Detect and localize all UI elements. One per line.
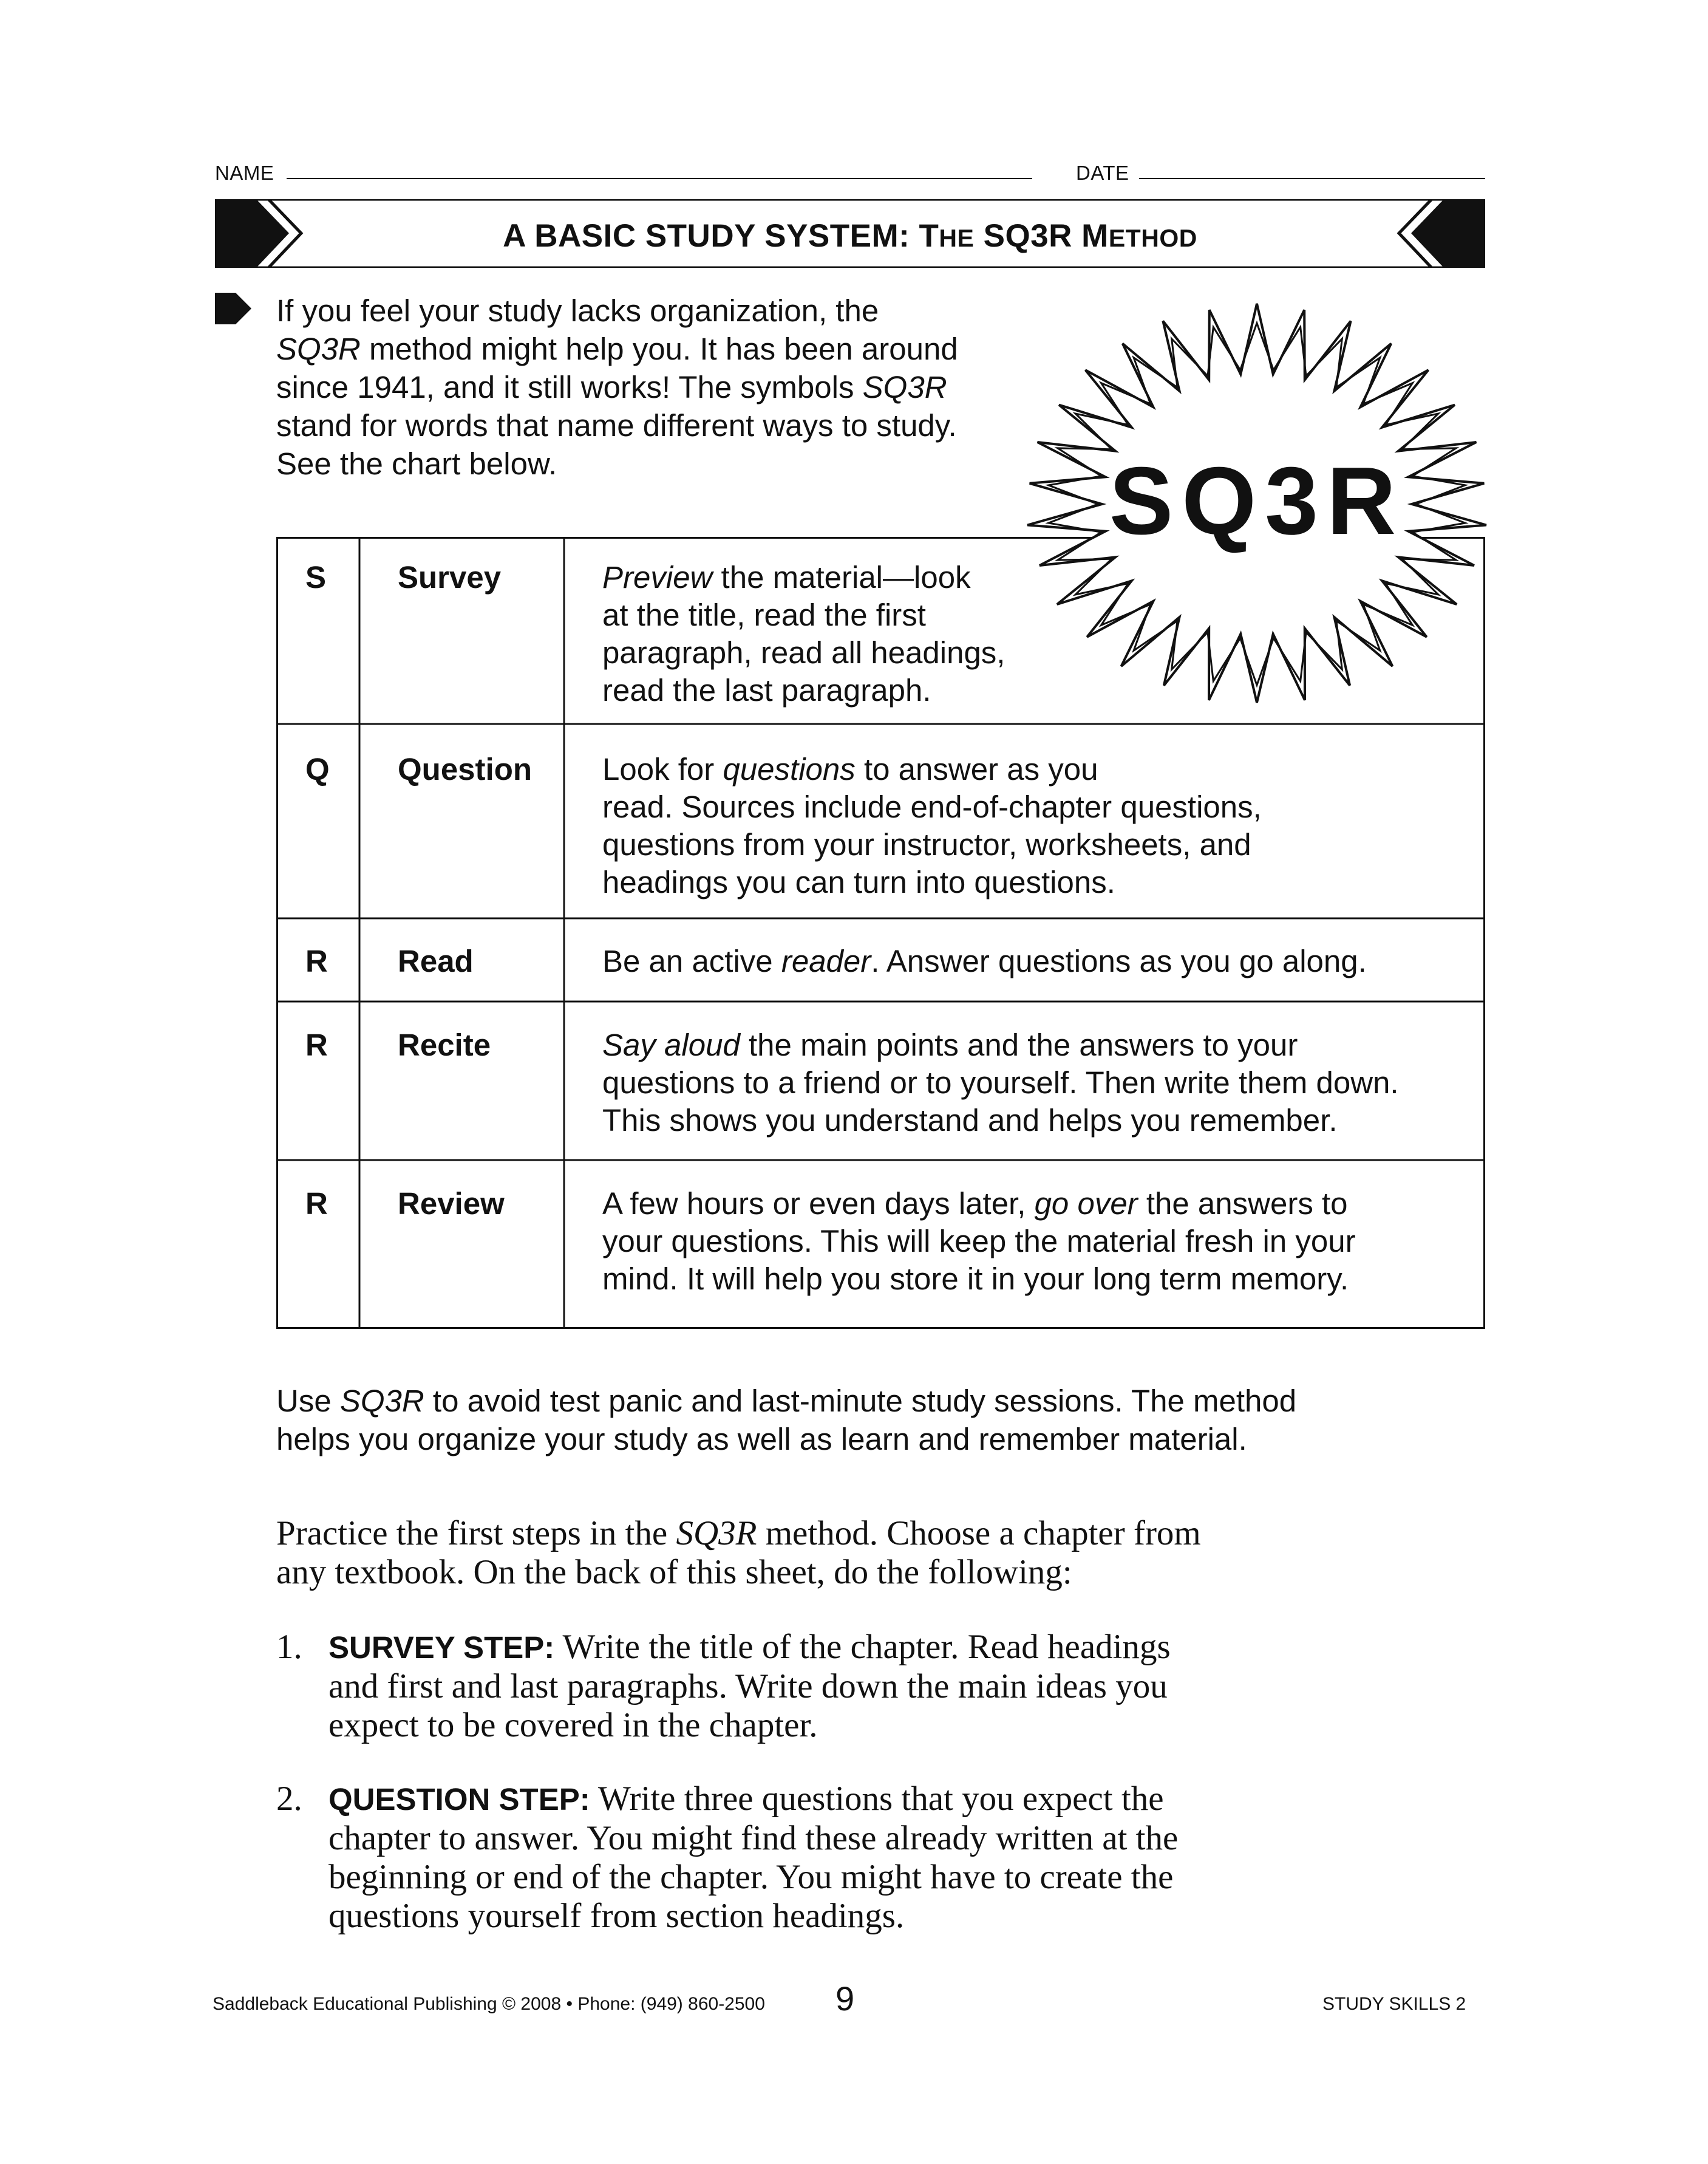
step-label: SURVEY STEP: (328, 1630, 555, 1665)
arrow-bullet-icon (215, 290, 254, 327)
row-word: Recite (398, 1028, 491, 1062)
name-field-line[interactable] (287, 178, 1032, 179)
row-description: Say aloud the main points and the answers to your questions to a friend or to yourself. Then write them down. This shows you understand and helps you remember. (602, 1028, 1399, 1138)
step-question: 2. QUESTION STEP: Write three questions that you expect the chapter to answer. You might find these already written at the beginning or end of the chapter. You might have to create the questions yourself from section headings. (276, 1780, 1179, 1935)
row-description: Preview the material—look at the title, read the first paragraph, read all headings, read the last paragraph. (602, 560, 1005, 708)
footer-publisher: Saddleback Educational Publishing © 2008 • Phone: (949) 860-2500 (213, 1994, 765, 2014)
step-number: 2. (276, 1780, 302, 1818)
row-description: Be an active reader. Answer questions as you go along. (602, 944, 1367, 978)
row-letter: R (305, 1028, 328, 1062)
row-letter: R (305, 1186, 328, 1221)
intro-paragraph: If you feel your study lacks organization, the SQ3R method might help you. It has been around since 1941, and it still works! The symbols SQ3R stand for words that name different ways to study. See the chart below. (276, 293, 958, 481)
row-word: Read (398, 944, 474, 978)
step-number: 1. (276, 1628, 302, 1666)
row-description: Look for questions to answer as you read. Sources include end-of-chapter questions, questions from your instructor, worksheets, and headings you can turn into questions. (602, 752, 1262, 899)
row-letter: Q (305, 752, 330, 787)
sq3r-starburst (1020, 298, 1494, 711)
title-banner (215, 199, 1485, 268)
name-label: NAME (215, 162, 274, 184)
page-title: A BASIC STUDY SYSTEM: THE SQ3R METHOD (503, 218, 1197, 254)
page-number: 9 (835, 1979, 855, 2018)
row-word: Question (398, 752, 532, 787)
row-letter: S (305, 560, 327, 595)
row-word: Review (398, 1186, 505, 1221)
footer-series: STUDY SKILLS 2 (1322, 1994, 1466, 2014)
step-label: QUESTION STEP: (328, 1782, 590, 1817)
row-description: A few hours or even days later, go over the answers to your questions. This will keep the material fresh in your mind. It will help you store it in your long term memory. (602, 1186, 1356, 1296)
use-paragraph: Use SQ3R to avoid test panic and last-minute study sessions. The method helps you organize your study as well as learn and remember material. (276, 1384, 1297, 1456)
step-survey: 1. SURVEY STEP: Write the title of the chapter. Read headings and first and last paragraphs. Write down the main ideas you expect to be covered in the chapter. (276, 1628, 1171, 1744)
date-label: DATE (1076, 162, 1129, 184)
practice-paragraph: Practice the first steps in the SQ3R method. Choose a chapter from any textbook. On the back of this sheet, do the following: (276, 1514, 1201, 1591)
row-letter: R (305, 944, 328, 978)
starburst-label: SQ3R (1109, 448, 1405, 555)
row-word: Survey (398, 560, 502, 595)
date-field-line[interactable] (1139, 178, 1485, 179)
